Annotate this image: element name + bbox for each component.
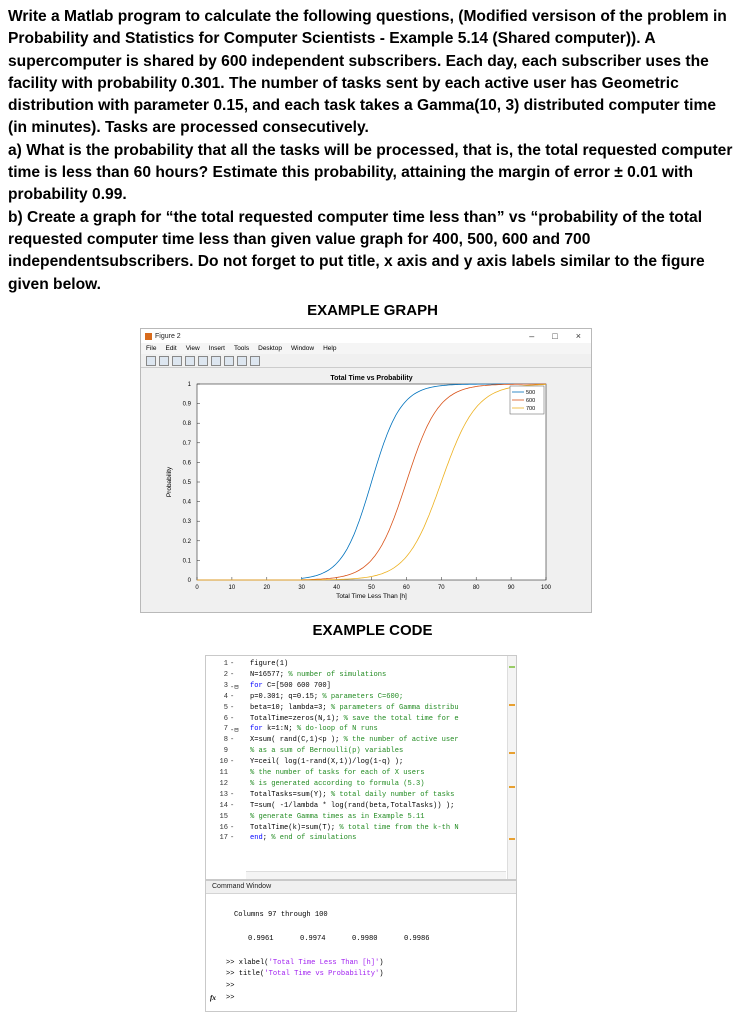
menu-desktop[interactable]: Desktop bbox=[258, 345, 282, 352]
line-gutter[interactable]: - bbox=[230, 703, 235, 712]
x-tick-label: 60 bbox=[403, 585, 410, 591]
code-line[interactable]: % the number of tasks for each of X users bbox=[250, 769, 425, 777]
line-gutter[interactable]: - bbox=[230, 790, 235, 799]
warning-marker bbox=[509, 752, 515, 754]
code-line[interactable]: p=0.301; q=0.15; % parameters C=600; bbox=[250, 692, 404, 701]
minimize-icon[interactable]: – bbox=[529, 331, 535, 341]
code-line[interactable]: X=sum( rand(C,1)<p ); % the number of active user bbox=[250, 736, 459, 745]
question-text bbox=[8, 6, 738, 296]
menu-file[interactable]: File bbox=[146, 345, 157, 352]
code-line[interactable]: end; % end of simulations bbox=[250, 834, 357, 843]
code-line[interactable]: for k=1:N; % do-loop of N runs bbox=[250, 725, 378, 734]
warning-marker bbox=[509, 786, 515, 788]
line-gutter[interactable]: - bbox=[230, 823, 235, 832]
print-icon[interactable] bbox=[185, 356, 195, 366]
line-gutter[interactable]: - bbox=[230, 801, 235, 810]
line-gutter[interactable]: - bbox=[230, 692, 235, 701]
menu-window[interactable]: Window bbox=[290, 345, 315, 352]
y-tick-label: 0.7 bbox=[182, 440, 191, 447]
line-number: 13 bbox=[219, 790, 228, 799]
output-value: 0.9980 bbox=[352, 935, 378, 943]
code-line[interactable]: Y=ceil( log(1-rand(X,1))/log(1-q) ); bbox=[250, 758, 404, 767]
line-number: 11 bbox=[219, 769, 228, 777]
figure-icon bbox=[145, 333, 152, 340]
example-graph-heading: EXAMPLE GRAPH bbox=[307, 302, 438, 319]
code-line[interactable]: TotalTasks=sum(Y); % total daily number of tasks bbox=[250, 790, 455, 799]
line-number: 7 bbox=[223, 725, 228, 734]
pointer-icon[interactable] bbox=[237, 356, 247, 366]
example-code-heading: EXAMPLE CODE bbox=[312, 622, 433, 639]
output-value: 0.9974 bbox=[300, 935, 326, 943]
line-gutter[interactable]: - bbox=[230, 834, 235, 843]
line-number: 15 bbox=[219, 812, 228, 821]
x-tick-label: 40 bbox=[333, 585, 340, 591]
menu-help[interactable]: Help bbox=[323, 345, 337, 352]
x-tick-label: 10 bbox=[228, 585, 236, 591]
output-value: 0.9961 bbox=[248, 935, 274, 943]
line-gutter[interactable]: - bbox=[230, 758, 235, 767]
y-tick-label: 0.2 bbox=[182, 538, 191, 545]
close-icon[interactable]: × bbox=[575, 331, 581, 341]
menu-view[interactable]: View bbox=[185, 345, 200, 352]
property-editor-icon[interactable] bbox=[250, 356, 260, 366]
code-line[interactable]: % generate Gamma times as in Example 5.11 bbox=[250, 812, 425, 821]
x-tick-label: 100 bbox=[540, 585, 552, 591]
command-input-prompt[interactable]: >> bbox=[226, 994, 235, 1002]
line-gutter[interactable]: - bbox=[230, 736, 235, 745]
output-value: 0.9986 bbox=[404, 935, 430, 943]
columns-line: Columns 97 through 100 bbox=[234, 911, 328, 919]
line-number: 10 bbox=[219, 758, 228, 767]
command-window[interactable] bbox=[205, 880, 517, 1012]
warning-marker bbox=[509, 704, 515, 706]
open-file-icon[interactable] bbox=[159, 356, 169, 366]
line-number: 3 bbox=[223, 681, 228, 690]
line-number: 12 bbox=[219, 779, 228, 788]
y-tick-label: 0.8 bbox=[182, 421, 191, 428]
line-number: 4 bbox=[223, 692, 228, 701]
x-tick-label: 20 bbox=[263, 585, 271, 591]
y-tick-label: 0.3 bbox=[182, 519, 191, 526]
line-number: 8 bbox=[223, 736, 228, 745]
editor-scrollbar[interactable] bbox=[507, 656, 516, 879]
menu-tools[interactable]: Tools bbox=[233, 345, 250, 352]
line-number: 14 bbox=[219, 801, 228, 810]
fx-icon[interactable]: fx bbox=[210, 994, 216, 1002]
y-tick-label: 1 bbox=[187, 382, 191, 388]
code-line[interactable]: % is generated according to formula (5.3) bbox=[250, 779, 425, 788]
code-line[interactable]: T=sum( -1/lambda * log(rand(beta,TotalTasks)) ); bbox=[250, 801, 455, 810]
probability-chart bbox=[141, 367, 591, 612]
save-icon[interactable] bbox=[172, 356, 182, 366]
code-line[interactable]: N=16577; % number of simulations bbox=[250, 670, 387, 679]
command-history-line: >> xlabel('Total Time Less Than [h]') bbox=[226, 959, 384, 967]
line-number: 17 bbox=[219, 834, 228, 843]
legend-entry: 700 bbox=[526, 406, 536, 412]
x-tick-label: 80 bbox=[472, 585, 480, 591]
figure-toolbar bbox=[141, 354, 591, 368]
warning-marker bbox=[509, 838, 515, 840]
x-tick-label: 90 bbox=[507, 585, 515, 591]
line-gutter[interactable]: -⊟ bbox=[230, 727, 239, 736]
question-part-a: a) What is the probability that all the tasks will be processed, that is, the total requested computer time is less than 60 hours? Estimate this probability, attaining the margin of error ± 0.01 with probability 0.99. bbox=[8, 141, 733, 204]
legend-entry: 500 bbox=[526, 390, 536, 396]
code-line[interactable]: beta=10; lambda=3; % parameters of Gamma distribu bbox=[250, 703, 459, 712]
figure-window bbox=[140, 328, 592, 613]
menu-insert[interactable]: Insert bbox=[208, 345, 225, 352]
line-gutter[interactable]: -⊟ bbox=[230, 683, 239, 692]
legend-entry: 600 bbox=[526, 398, 536, 404]
x-axis-label: Total Time Less Than [h] bbox=[336, 593, 407, 600]
y-tick-label: 0 bbox=[187, 578, 191, 584]
command-window-header: Command Window bbox=[206, 881, 516, 894]
maximize-icon[interactable]: □ bbox=[552, 331, 558, 341]
question-intro: Write a Matlab program to calculate the following questions, (Modified versison of the problem in Probability and Statistics for Computer Scientists - Example 5.14 (Shared computer)). A supercomputer is shared by 600 independent subscribers. Each day, each subscriber uses the facility with probability 0.301. The number of tasks sent by each active user has Geometric distribution with parameter 0.15, and each task takes a Gamma(10, 3) distributed computer time (in minutes). Tasks are processed consecutively. bbox=[8, 8, 727, 137]
code-editor[interactable] bbox=[205, 655, 517, 880]
x-tick-label: 50 bbox=[368, 585, 375, 591]
line-number: 9 bbox=[223, 747, 228, 756]
line-number: 6 bbox=[223, 714, 228, 723]
figure-menubar bbox=[141, 343, 591, 354]
y-tick-label: 0.9 bbox=[182, 401, 191, 408]
y-tick-label: 0.5 bbox=[182, 480, 191, 486]
y-tick-label: 0.4 bbox=[182, 499, 191, 506]
line-gutter[interactable]: - bbox=[230, 670, 235, 679]
code-line[interactable]: TotalTime(k)=sum(T); % total time from the k-th N bbox=[250, 823, 459, 832]
x-tick-label: 70 bbox=[437, 585, 445, 591]
y-tick-label: 0.1 bbox=[182, 558, 191, 565]
line-number: 16 bbox=[219, 823, 228, 832]
figure-title: Figure 2 bbox=[155, 332, 181, 340]
editor-horizontal-scrollbar[interactable] bbox=[246, 871, 506, 879]
code-line[interactable]: % as a sum of Bernoulli(p) variables bbox=[250, 747, 404, 756]
y-axis-label: Probability bbox=[166, 466, 173, 498]
status-marker bbox=[509, 666, 515, 668]
code-line[interactable]: figure(1) bbox=[250, 660, 289, 668]
y-tick-label: 0.6 bbox=[182, 460, 191, 467]
figure-titlebar bbox=[141, 329, 591, 343]
line-number: 5 bbox=[223, 703, 228, 712]
line-number: 2 bbox=[223, 670, 228, 679]
link-plot-icon[interactable] bbox=[198, 356, 208, 366]
insert-colorbar-icon[interactable] bbox=[211, 356, 221, 366]
new-figure-icon[interactable] bbox=[146, 356, 156, 366]
line-gutter[interactable]: - bbox=[230, 660, 235, 668]
command-history-line: >> title('Total Time vs Probability') bbox=[226, 970, 384, 978]
question-part-b: b) Create a graph for “the total requested computer time less than” vs “probability of the total requested computer time less than given value graph for 400, 500, 600 and 700 independentsubscribers. Do not forget to put title, x axis and y axis labels similar to the figure given below. bbox=[8, 208, 705, 293]
line-gutter[interactable]: - bbox=[230, 714, 235, 723]
command-prompt: >> bbox=[226, 982, 235, 990]
line-number: 1 bbox=[223, 660, 228, 668]
chart-title: Total Time vs Probability bbox=[330, 375, 413, 382]
insert-legend-icon[interactable] bbox=[224, 356, 234, 366]
x-tick-label: 30 bbox=[298, 585, 306, 591]
code-line[interactable]: for C=[500 600 700] bbox=[250, 681, 331, 690]
x-tick-label: 0 bbox=[195, 585, 199, 591]
code-line[interactable]: TotalTime=zeros(N,1); % save the total time for e bbox=[250, 714, 459, 723]
menu-edit[interactable]: Edit bbox=[165, 345, 177, 352]
